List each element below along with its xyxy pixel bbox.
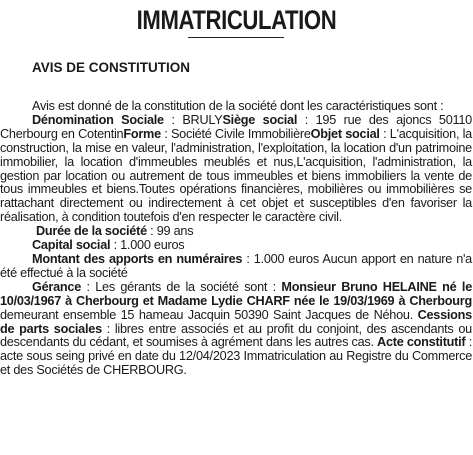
capital-line — [0, 239, 472, 253]
apports-label: Montant des apports en numéraires — [32, 251, 243, 266]
objet-label: Objet social — [310, 126, 380, 141]
page-title: IMMATRICULATION — [136, 5, 337, 35]
capital-value: : 1.000 euros — [110, 238, 185, 253]
cessions-label: Cessions de parts sociales — [0, 307, 472, 336]
gerance-suffix: demeurant ensemble 15 hameau Jacquin 50390 Saint Jacques de Néhou. — [0, 307, 418, 322]
notice-heading: AVIS DE CONSTITUTION — [32, 60, 191, 75]
duree-value: : 99 ans — [146, 224, 194, 239]
forme-label: Forme — [123, 126, 161, 141]
capital-label: Capital social — [32, 238, 111, 253]
apports-paragraph — [0, 253, 472, 281]
acte-label: Acte constitutif — [377, 335, 466, 350]
gerance-prefix: : Les gérants de la société sont : — [81, 279, 282, 294]
denomination-value: : BRULY — [163, 112, 223, 127]
gerance-label: Gérance — [32, 279, 82, 294]
denomination-label: Dénomination Sociale — [32, 112, 164, 127]
duree-label: Durée de la société — [36, 224, 147, 239]
apports-value: : 1.000 euros Aucun apport en nature n'a été effectué à la société — [0, 251, 472, 280]
gerance-paragraph — [0, 281, 472, 378]
acte-value: : acte sous seing privé en date du 12/04/2023 Immatriculation au Registre du Commerce et des Sociétés de CHERBOURG. — [0, 335, 472, 378]
duree-line — [0, 225, 472, 239]
siege-label: Siège social — [222, 112, 298, 127]
intro-paragraph: Avis est donné de la constitution de la société dont les caractéristiques sont : — [32, 99, 444, 113]
notice-body — [0, 100, 472, 378]
forme-value: : Société Civile Immobilière — [160, 126, 311, 141]
title-underline — [188, 37, 284, 38]
company-details-paragraph — [0, 114, 472, 225]
objet-value: : L'acquisition, la construction, la mise en valeur, l'administration, l'exploitation, la location d'un patrimoine immobilier, la location d'immeubles meublés et nus,L'acquisition, l'administration, la gestion par location ou autrement de tous immeubles et biens immobiliers la vente de tous immeubles et biens.Toutes opérations financières, mobilières ou immobilières se rattachant directement ou indirectement à cet objet et susceptibles d'en favoriser la réalisation, à condition toutefois d'en respecter le caractère civil. — [0, 126, 472, 225]
gerance-managers: Monsieur Bruno HELAINE né le 10/03/1967 à Cherbourg et Madame Lydie CHARF née le 19/03/1969 à Cherbourg — [0, 279, 473, 308]
siege-value: : 195 rue des ajoncs 50110 Cherbourg en Cotentin — [0, 112, 472, 141]
cessions-value: : libres entre associés et au profit du conjoint, des ascendants ou descendants du cédant, et soumises à agrément dans les autres cas. — [0, 321, 472, 350]
